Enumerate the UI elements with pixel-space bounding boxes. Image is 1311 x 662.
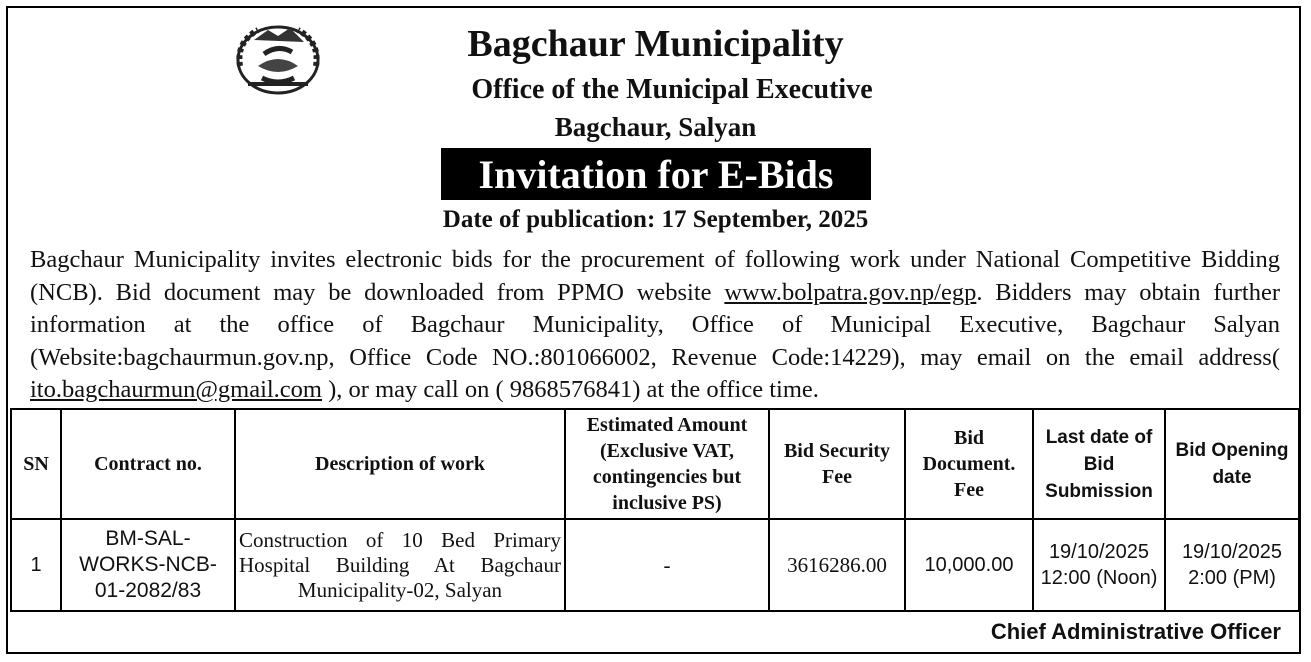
cell-bid-security: 3616286.00 [769,519,905,611]
notice-text-2: . Bidders may obtain further information at the office of Bagchaur Municipality, Office of Municipal Executive, Bagchaur Salyan (Website:bagchaurmun.gov.np, Office Code NO.:801066002, Revenue Code:14229), may email on the email address( [30,278,1280,371]
signatory-title: Chief Administrative Officer [990,619,1281,644]
col-header-bid-security: Bid Security Fee [769,409,905,519]
table-header-row [11,409,1299,519]
col-header-sn: SN [11,409,61,519]
ppmo-website-link[interactable]: www.bolpatra.gov.np/egp [724,278,977,306]
cell-opening-date: 19/10/2025 2:00 (PM) [1165,519,1299,611]
cell-last-date: 19/10/2025 12:00 (Noon) [1033,519,1165,611]
notice-title-banner: Invitation for E-Bids [441,148,871,200]
notice-text-1: Bagchaur Municipality invites electronic bids for the procurement of following work under National Competitive Bidding (NCB). Bid document may be downloaded from PPMO website [30,246,1280,306]
notice-text-3: ), or may call on ( 9868576841) at the office time. [322,376,819,403]
office-name: Office of the Municipal Executive [471,74,873,105]
cell-description: Construction of 10 Bed Primary Hospital Building At Bagchaur Municipality-02, Salyan [235,519,565,611]
col-header-opening-date: Bid Opening date [1165,409,1299,519]
cell-sn: 1 [11,519,61,611]
publication-date: Date of publication: 17 September, 2025 [442,206,869,233]
col-header-contract-no: Contract no. [61,409,235,519]
cell-contract-no: BM-SAL-WORKS-NCB-01-2082/83 [61,519,235,611]
email-link[interactable]: ito.bagchaurmun@gmail.com [30,376,322,403]
municipality-name: Bagchaur Municipality [467,23,844,65]
col-header-estimated-amount: Estimated Amount (Exclusive VAT, contingencies but inclusive PS) [565,409,769,519]
bids-table [10,408,1300,612]
col-header-description: Description of work [235,409,565,519]
table-row [11,519,1299,611]
office-location: Bagchaur, Salyan [554,112,757,142]
col-header-bid-document: Bid Document. Fee [905,409,1033,519]
cell-bid-document: 10,000.00 [905,519,1033,611]
notice-paragraph [30,244,1280,407]
col-header-last-date: Last date of Bid Submission [1033,409,1165,519]
cell-estimated-amount: - [565,519,769,611]
